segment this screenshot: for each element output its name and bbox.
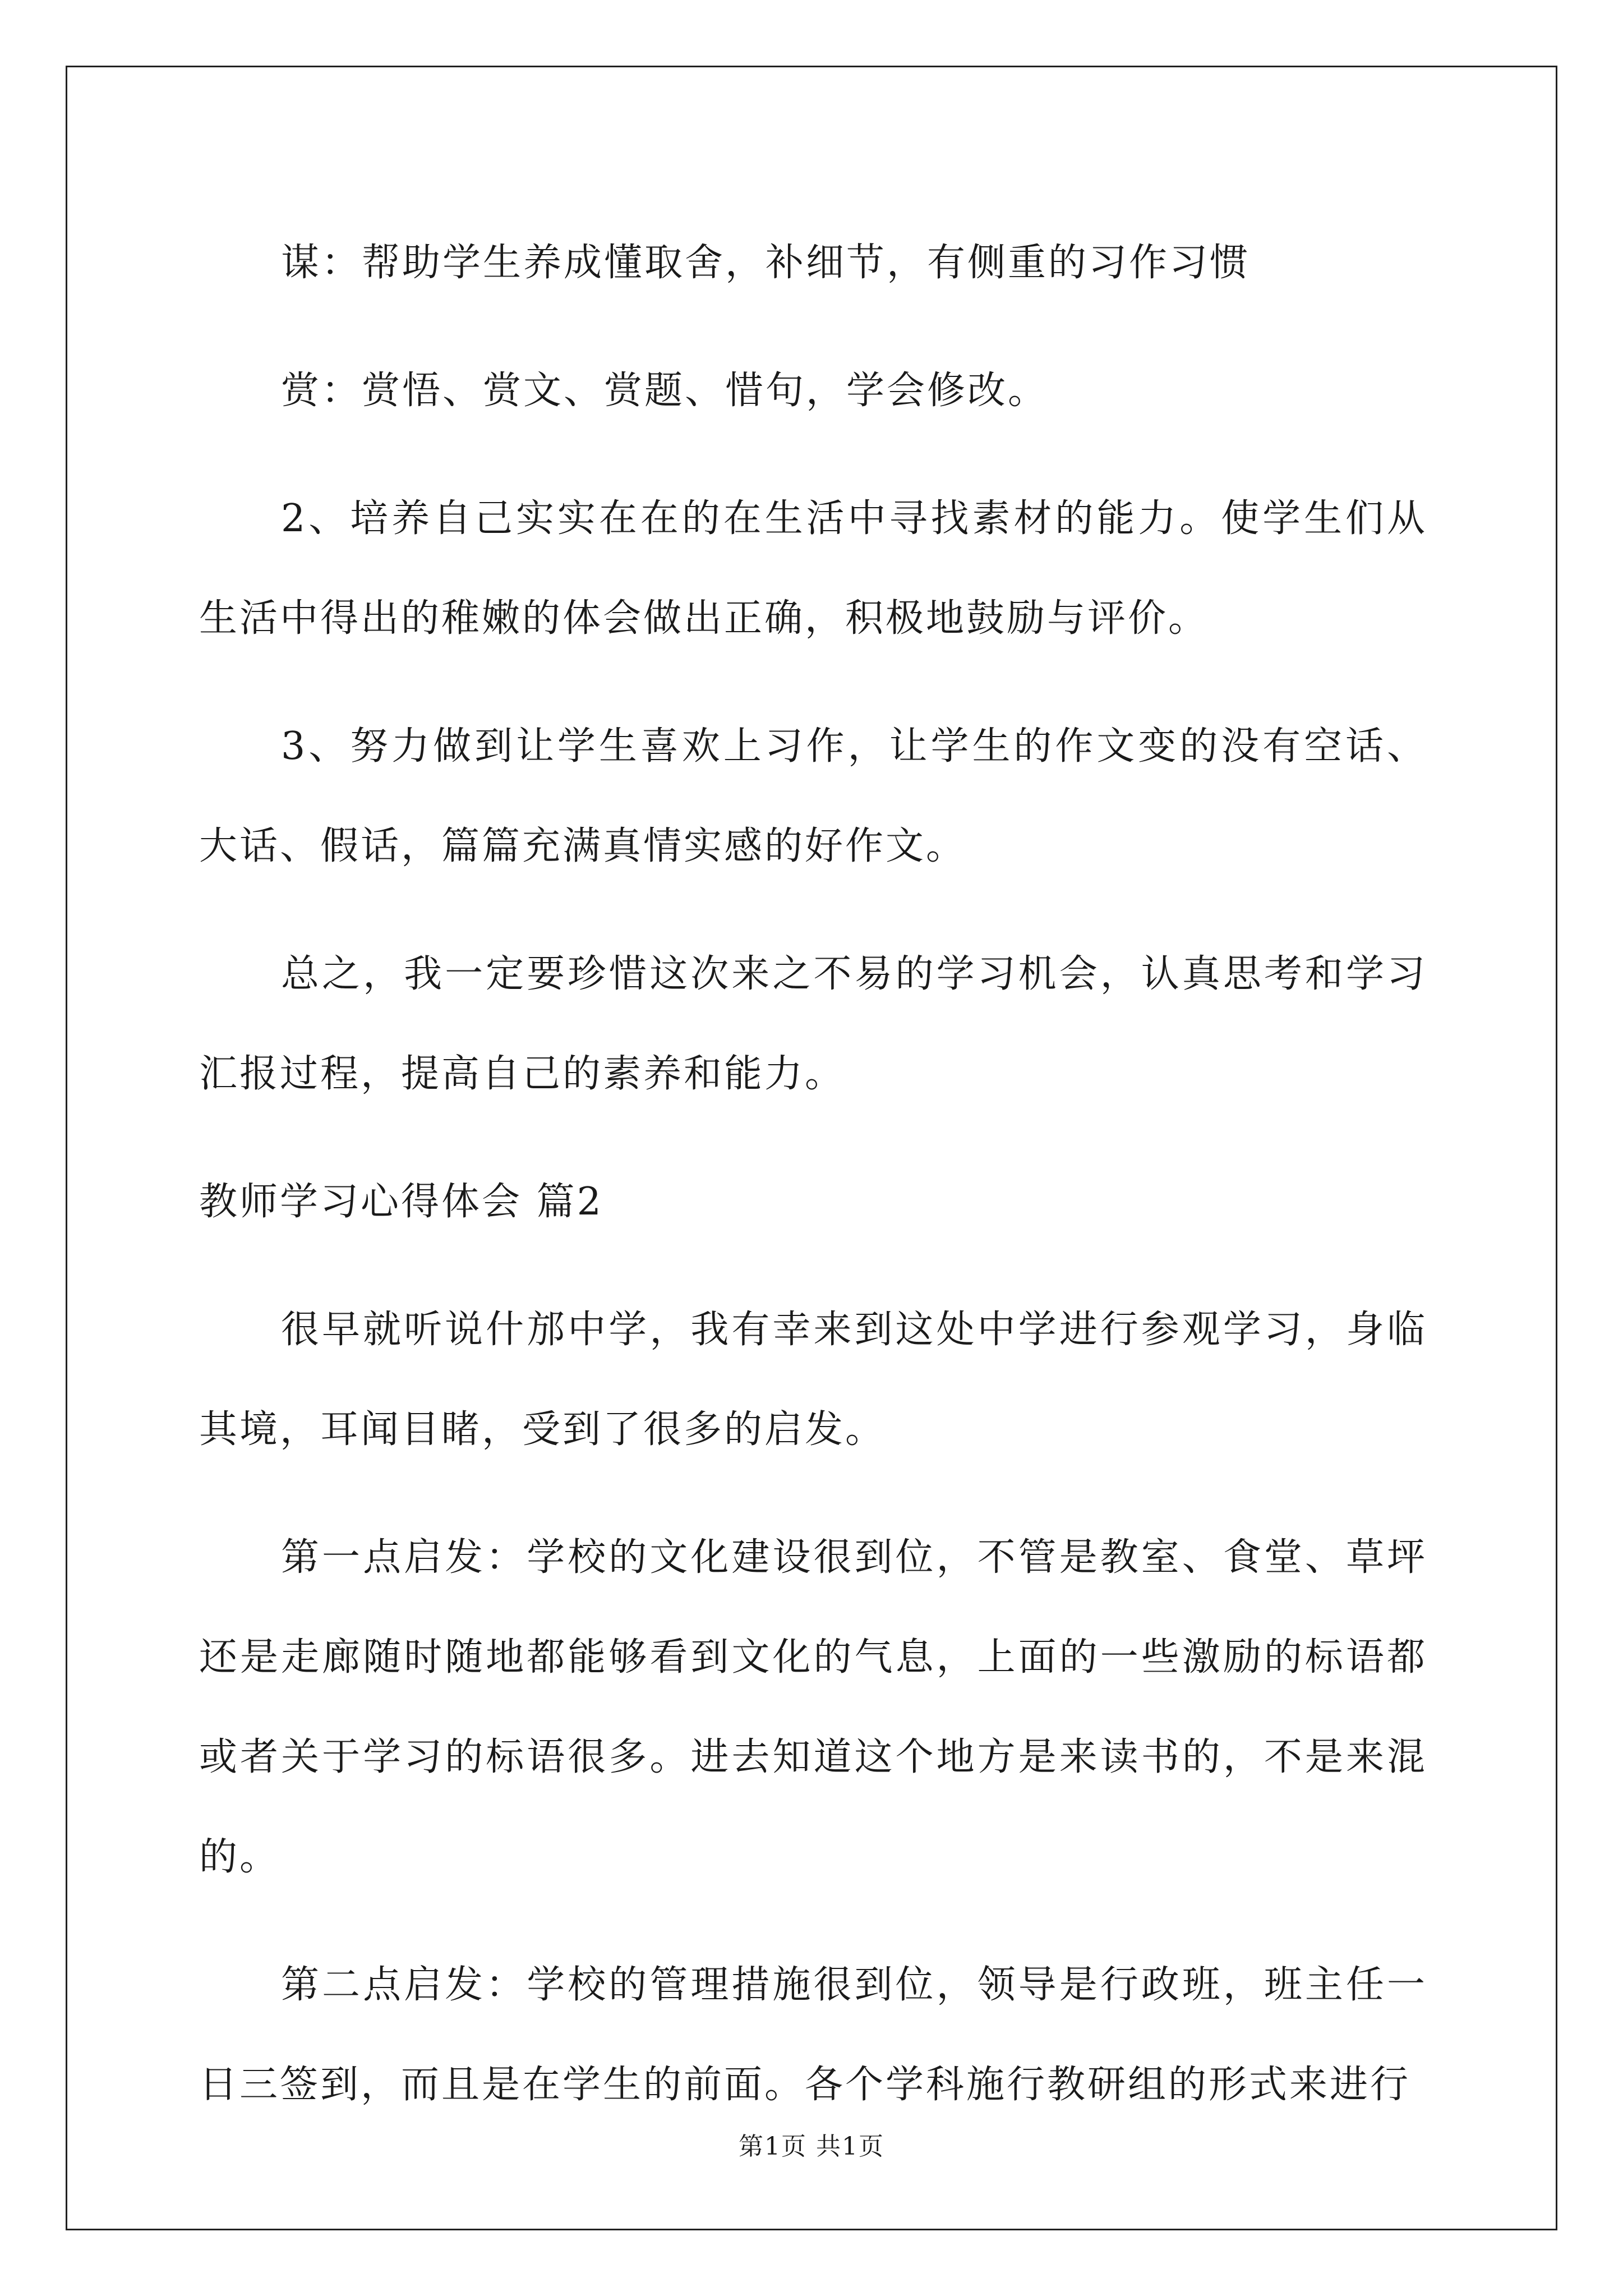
paragraph-intro: 很早就听说什邡中学，我有幸来到这处中学进行参观学习，身临其境，耳闻目睹，受到了很多的启发。 [199, 1308, 1427, 1452]
paragraph-mou: 谋：帮助学生养成懂取舍，补细节，有侧重的习作习惯 [281, 241, 1251, 285]
paragraph-inspiration-2: 第二点启发：学校的管理措施很到位，领导是行政班，班主任一日三签到，而且是在学生的前面。各个学科施行教研组的形式来进行 [199, 1963, 1427, 2107]
page-footer: 第1页 共1页 [739, 2132, 884, 2161]
paragraph-conclusion: 总之，我一定要珍惜这次来之不易的学习机会，认真思考和学习汇报过程，提高自己的素养和能力。 [199, 952, 1427, 1096]
document-body [199, 213, 1427, 2163]
paragraph-shang: 赏：赏悟、赏文、赏题、惜句，学会修改。 [281, 369, 1049, 413]
section-heading: 教师学习心得体会 篇2 [199, 1180, 603, 1224]
paragraph-inspiration-1: 第一点启发：学校的文化建设很到位，不管是教室、食堂、草坪还是走廊随时随地都能够看到文化的气息，上面的一些激励的标语都或者关于学习的标语很多。进去知道这个地方是来读书的，不是来混的。 [199, 1535, 1427, 1879]
paragraph-point-3: 3、努力做到让学生喜欢上习作，让学生的作文变的没有空话、大话、假话，篇篇充满真情实感的好作文。 [199, 724, 1427, 868]
paragraph-point-2: 2、培养自己实实在在的在生活中寻找素材的能力。使学生们从生活中得出的稚嫩的体会做出正确，积极地鼓励与评价。 [199, 496, 1427, 641]
